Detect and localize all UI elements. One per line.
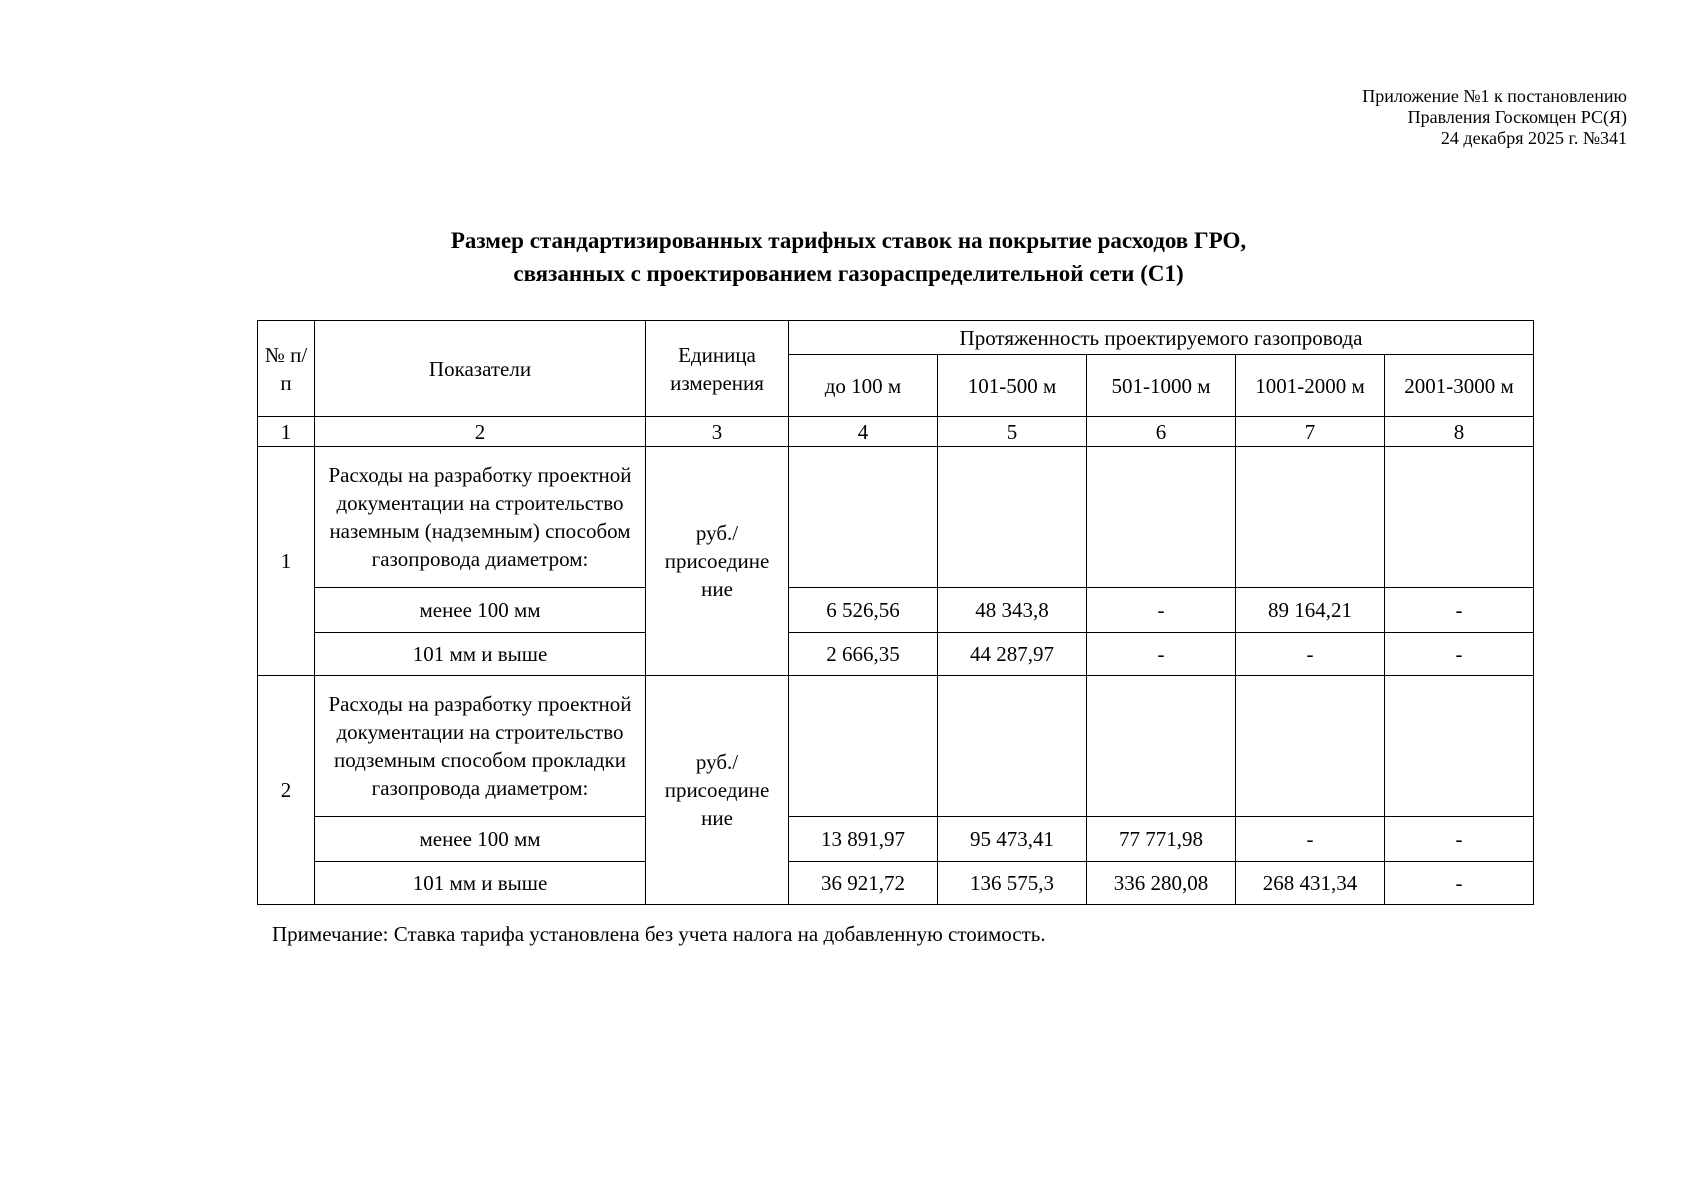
table-row [258, 588, 1534, 633]
sub-label: 101 мм и выше [315, 633, 646, 676]
appendix-line-3: 24 декабря 2025 г. №341 [1440, 128, 1627, 148]
row-unit: руб./ присоедине ние [646, 676, 789, 905]
table-row [258, 633, 1534, 676]
header-range: 101-500 м [938, 355, 1087, 417]
value-cell: 48 343,8 [938, 588, 1087, 633]
table-row [258, 447, 1534, 588]
header-length-group: Протяженность проектируемого газопровода [789, 321, 1534, 355]
footnote: Примечание: Ставка тарифа установлена без учета налога на добавленную стоимость. [272, 922, 1046, 946]
value-cell: 2 666,35 [789, 633, 938, 676]
column-numbers-row [258, 417, 1534, 447]
table-row [258, 676, 1534, 817]
table-row [258, 862, 1534, 905]
value-cell: 44 287,97 [938, 633, 1087, 676]
empty-cell [1236, 447, 1385, 588]
column-number: 3 [646, 417, 789, 447]
table-row [258, 817, 1534, 862]
column-number: 7 [1236, 417, 1385, 447]
empty-cell [1087, 676, 1236, 817]
header-range: 1001-2000 м [1236, 355, 1385, 417]
column-number: 5 [938, 417, 1087, 447]
value-cell: 6 526,56 [789, 588, 938, 633]
value-cell: 336 280,08 [1087, 862, 1236, 905]
value-cell: 36 921,72 [789, 862, 938, 905]
value-cell: 136 575,3 [938, 862, 1087, 905]
empty-cell [789, 676, 938, 817]
header-unit: Единица измерения [646, 321, 789, 417]
value-cell: - [1385, 633, 1534, 676]
row-description: Расходы на разработку проектной документации на строительство наземным (надземным) способом газопровода диаметром: [315, 447, 646, 588]
appendix-header [1362, 86, 1627, 149]
header-num: № п/п [258, 321, 315, 417]
title-line-1: Размер стандартизированных тарифных ставок на покрытие расходов ГРО, [450, 228, 1247, 253]
row-description: Расходы на разработку проектной документации на строительство подземным способом прокладки газопровода диаметром: [315, 676, 646, 817]
value-cell: - [1087, 633, 1236, 676]
column-number: 2 [315, 417, 646, 447]
header-indicators: Показатели [315, 321, 646, 417]
sub-label: менее 100 мм [315, 588, 646, 633]
value-cell: 13 891,97 [789, 817, 938, 862]
empty-cell [938, 676, 1087, 817]
row-number: 1 [258, 447, 315, 676]
empty-cell [1385, 447, 1534, 588]
value-cell: - [1385, 817, 1534, 862]
empty-cell [1385, 676, 1534, 817]
empty-cell [789, 447, 938, 588]
appendix-line-2: Правления Госкомцен РС(Я) [1407, 107, 1627, 127]
empty-cell [938, 447, 1087, 588]
value-cell: 95 473,41 [938, 817, 1087, 862]
value-cell: 89 164,21 [1236, 588, 1385, 633]
header-range: до 100 м [789, 355, 938, 417]
value-cell: - [1385, 862, 1534, 905]
value-cell: 77 771,98 [1087, 817, 1236, 862]
row-number: 2 [258, 676, 315, 905]
row-unit: руб./ присоедине ние [646, 447, 789, 676]
empty-cell [1236, 676, 1385, 817]
sub-label: менее 100 мм [315, 817, 646, 862]
appendix-line-1: Приложение №1 к постановлению [1362, 86, 1627, 106]
sub-label: 101 мм и выше [315, 862, 646, 905]
column-number: 4 [789, 417, 938, 447]
value-cell: - [1236, 817, 1385, 862]
header-range: 2001-3000 м [1385, 355, 1534, 417]
header-row [258, 321, 1534, 355]
value-cell: - [1087, 588, 1236, 633]
column-number: 8 [1385, 417, 1534, 447]
empty-cell [1087, 447, 1236, 588]
document-title [0, 224, 1697, 290]
header-range: 501-1000 м [1087, 355, 1236, 417]
value-cell: - [1385, 588, 1534, 633]
title-line-2: связанных с проектированием газораспределительной сети (С1) [513, 261, 1184, 286]
column-number: 1 [258, 417, 315, 447]
value-cell: - [1236, 633, 1385, 676]
tariff-table [257, 320, 1534, 905]
value-cell: 268 431,34 [1236, 862, 1385, 905]
column-number: 6 [1087, 417, 1236, 447]
